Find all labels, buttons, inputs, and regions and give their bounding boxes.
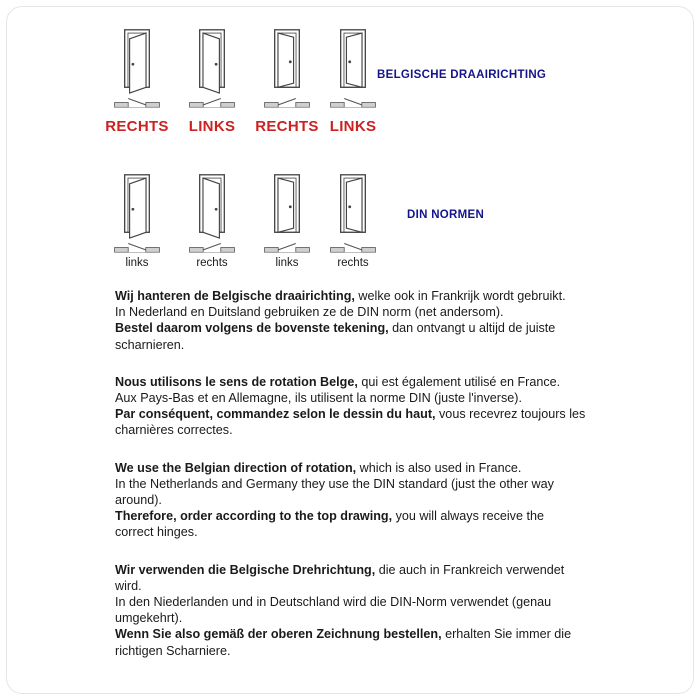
- door-figure: [177, 28, 247, 135]
- door-open-front-right-icon: [114, 173, 160, 239]
- hinge-plan-icon: [113, 241, 161, 254]
- paragraph-german: [115, 562, 595, 659]
- regular-text: dan ontvangt u altijd de juiste: [388, 321, 556, 336]
- text-line: [115, 524, 595, 540]
- hinge-plan-icon: [263, 241, 311, 254]
- text-line: [115, 508, 595, 524]
- door-open-back-right-icon: [330, 173, 376, 239]
- regular-text: In den Niederlanden und in Deutschland wird die DIN-Norm verwendet (genau: [115, 595, 552, 610]
- regular-text: wird.: [115, 578, 142, 593]
- regular-text: scharnieren.: [115, 337, 185, 352]
- text-line: [115, 643, 595, 659]
- door-figure: [252, 28, 322, 135]
- regular-text: correct hinges.: [115, 525, 198, 540]
- regular-text: charnières correctes.: [115, 423, 233, 438]
- regular-text: around).: [115, 493, 162, 508]
- door-figure: [252, 173, 322, 269]
- door-direction-label: rechts: [196, 257, 228, 269]
- text-line: [115, 390, 595, 406]
- regular-text: die auch in Frankreich verwendet: [375, 562, 565, 577]
- hinge-plan-icon: [329, 241, 377, 254]
- text-line: [115, 492, 595, 508]
- text-line: [115, 476, 595, 492]
- paragraph-english: [115, 460, 595, 541]
- door-figure: [318, 173, 388, 269]
- din-row-caption: DIN NORMEN: [407, 209, 485, 221]
- text-line: [115, 562, 595, 578]
- door-direction-label: links: [275, 257, 299, 269]
- door-open-back-right-icon: [330, 28, 376, 94]
- door-figure: [318, 28, 388, 135]
- text-line: [115, 304, 595, 320]
- door-figure: [177, 173, 247, 269]
- hinge-plan-icon: [263, 96, 311, 109]
- text-line: [115, 626, 595, 642]
- bold-text: Nous utilisons le sens de rotation Belge,: [115, 374, 358, 389]
- paragraph-french: [115, 374, 595, 439]
- text-line: [115, 406, 595, 422]
- belgian-row-caption: BELGISCHE DRAAIRICHTING: [377, 69, 547, 81]
- text-line: [115, 288, 595, 304]
- text-line: [115, 594, 595, 610]
- regular-text: In Nederland en Duitsland gebruiken ze de DIN norm (net andersom).: [115, 305, 504, 320]
- bold-text: We use the Belgian direction of rotation,: [115, 460, 357, 475]
- door-open-back-left-icon: [264, 173, 310, 239]
- regular-text: vous recevrez toujours les: [435, 407, 586, 422]
- regular-text: richtigen Scharniere.: [115, 643, 231, 658]
- door-figure: [102, 173, 172, 269]
- bold-text: Wenn Sie also gemäß der oberen Zeichnung bestellen,: [115, 627, 442, 642]
- text-line: [115, 374, 595, 390]
- hinge-plan-icon: [329, 96, 377, 109]
- door-direction-label: RECHTS: [105, 118, 169, 135]
- hinge-plan-icon: [113, 96, 161, 109]
- regular-text: which is also used in France.: [356, 460, 522, 475]
- door-direction-label: rechts: [337, 257, 369, 269]
- door-open-front-left-icon: [189, 173, 235, 239]
- hinge-plan-icon: [188, 96, 236, 109]
- text-line: [115, 337, 595, 353]
- door-direction-label: LINKS: [188, 118, 236, 135]
- regular-text: Aux Pays-Bas et en Allemagne, ils utilisent la norme DIN (juste l'inverse).: [115, 391, 522, 406]
- bold-text: Wij hanteren de Belgische draairichting,: [115, 289, 355, 303]
- door-direction-label: LINKS: [329, 118, 377, 135]
- regular-text: welke ook in Frankrijk wordt gebruikt.: [354, 289, 566, 303]
- regular-text: qui est également utilisé en France.: [357, 374, 561, 389]
- text-line: [115, 460, 595, 476]
- bold-text: Therefore, order according to the top drawing,: [115, 509, 393, 524]
- regular-text: you will always receive the: [392, 509, 544, 524]
- regular-text: erhalten Sie immer die: [441, 627, 572, 642]
- explanation-text: [115, 288, 595, 680]
- door-open-back-left-icon: [264, 28, 310, 94]
- hinge-plan-icon: [188, 241, 236, 254]
- door-open-front-left-icon: [189, 28, 235, 94]
- door-direction-label: links: [125, 257, 149, 269]
- paragraph-dutch: [115, 288, 595, 353]
- bold-text: Wir verwenden die Belgische Drehrichtung,: [115, 562, 376, 577]
- door-open-front-right-icon: [114, 28, 160, 94]
- door-figure: [102, 28, 172, 135]
- bold-text: Par conséquent, commandez selon le dessin du haut,: [115, 407, 436, 422]
- bold-text: Bestel daarom volgens de bovenste tekening,: [115, 321, 389, 336]
- text-line: [115, 320, 595, 336]
- regular-text: umgekehrt).: [115, 611, 183, 626]
- regular-text: In the Netherlands and Germany they use the DIN standard (just the other way: [115, 476, 554, 491]
- text-line: [115, 578, 595, 594]
- text-line: [115, 422, 595, 438]
- door-direction-label: RECHTS: [255, 118, 319, 135]
- text-line: [115, 610, 595, 626]
